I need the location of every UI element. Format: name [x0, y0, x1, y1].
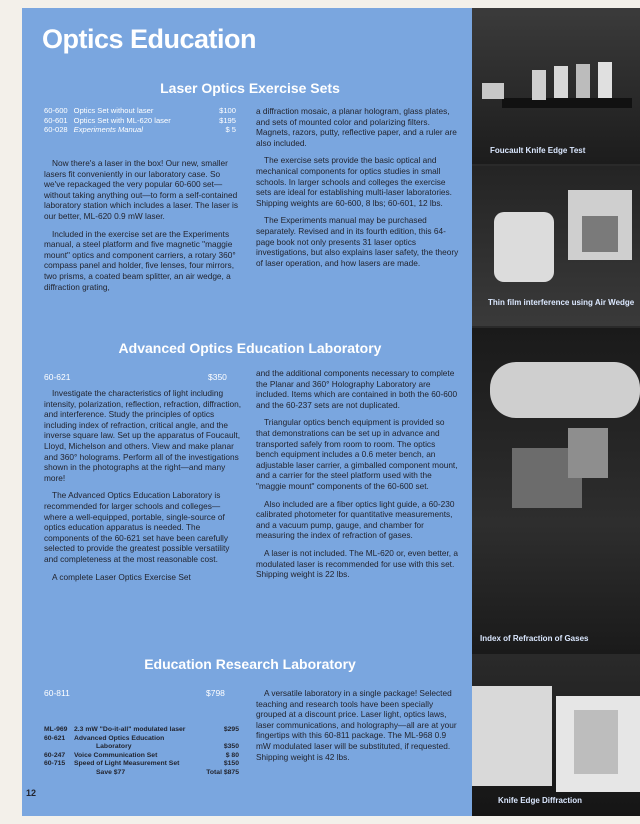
paragraph: Also included are a fiber optics light guide, a 60-230 calibrated photometer for quantitative measurements, and a vacuum pump, gauge, and chamber for measuring the index of refraction of gases.	[256, 498, 455, 541]
item-code: 60-811	[44, 688, 70, 698]
paragraph: Triangular optics bench equipment is provided so that demonstrations can be set up in advance and transported safely from room to room. The optics bench equipment includes a 0.6 meter bench, an adjustable laser carrier, a gimballed component mount, and a carrier for the steel platform used with the "maggie mount" components of the 60-600 set.	[256, 417, 458, 491]
list-desc: Speed of Light Measurement Set	[74, 760, 180, 768]
list-item	[44, 752, 239, 761]
total-amount: Total $875	[206, 768, 239, 776]
paragraph: and the additional components necessary to complete the Planar and 360° Holography Laboratory are included. Items which are contained in both the 60-600 and the 60-237 sets are not duplicated.	[256, 368, 458, 410]
paragraph: Included in the exercise set are the Experiments manual, a steel platform and five magnetic "maggie mount" optics and component carriers, a rotary 360° compass panel and holder, five lenses, four mirrors, two prisms, a coated beam splitter, an air wedge, a diffraction grating,	[44, 228, 236, 292]
list-code: 60-621	[44, 734, 66, 742]
paragraph: The exercise sets provide the basic optical and mechanical components for optics studies in small schools. In larger schools and colleges the exercise sets are ideal for establishing multi-laser laboratories. Shipping weights are 60-600, 8 lbs; 60-601, 12 lbs.	[256, 155, 452, 208]
paragraph: A laser is not included. The ML-620 or, even better, a modulated laser is recommended for use with this set. Shipping weight is 22 lbs.	[256, 547, 459, 580]
knife-edge-image	[472, 656, 640, 816]
price-row	[44, 116, 236, 126]
paragraph: The Advanced Optics Education Laboratory is recommended for larger schools and colleges—where a well-equipped, portable, single-source of optics education apparatus is needed. The components of the 60-621 set have been carefully selected to provide the greatest possible versatility and completeness at the most reasonable cost.	[44, 490, 230, 564]
paragraph: A versatile laboratory in a single package! Selected teaching and research tools have been specially grouped at a discount price. Laser light, optics laws, laser communications, and holography—all are at your fingertips with this 60-811 package. The ML-968 0.9 mW modulated laser will be substituted, if requested. Shipping weight is 42 lbs.	[256, 688, 457, 762]
foucault-apparatus-image	[472, 8, 640, 164]
item-code: 60-028	[44, 125, 68, 134]
list-desc: 2.3 mW "Do-it-all" modulated laser	[74, 726, 186, 733]
list-price: $295	[223, 726, 239, 733]
item-code: 60-601	[44, 115, 68, 125]
photo-caption: Thin film interference using Air Wedge	[488, 298, 635, 307]
item-price: $350	[208, 372, 227, 382]
price-row	[44, 106, 236, 116]
paragraph: The Experiments manual may be purchased separately. Revised and in its fourth edition, this 64-page book not only presents 31 laser optics investigations, but also explains laser safety, the theory of laser operation, and how lasers are made.	[256, 215, 459, 268]
list-desc: Laboratory	[96, 743, 132, 751]
price-row	[44, 125, 236, 135]
list-item	[44, 760, 239, 769]
list-desc: Voice Communication Set	[74, 751, 158, 759]
item-price: $195	[219, 115, 236, 125]
paragraph: A complete Laser Optics Exercise Set	[52, 571, 191, 582]
photo-index-refraction	[472, 328, 640, 654]
item-price: $100	[219, 106, 236, 115]
list-item	[44, 735, 239, 744]
item-code: 60-621	[44, 372, 71, 382]
list-code: 60-715	[44, 760, 66, 768]
photo-foucault	[472, 8, 640, 164]
section-heading-laser: Laser Optics Exercise Sets	[160, 80, 340, 96]
item-code: 60-600	[44, 106, 68, 115]
page-number: 12	[26, 788, 37, 798]
list-item	[44, 726, 239, 735]
list-desc: Advanced Optics Education	[74, 734, 165, 742]
laser-left-column	[44, 158, 242, 299]
research-component-list	[44, 726, 239, 778]
photo-caption: Foucault Knife Edge Test	[490, 146, 586, 155]
laser-right-column	[256, 106, 460, 275]
list-item	[44, 743, 239, 752]
photo-thin-film	[472, 166, 640, 326]
advanced-right-column	[256, 368, 460, 587]
photo-caption: Knife Edge Diffraction	[498, 796, 583, 805]
section-heading-advanced: Advanced Optics Education Laboratory	[118, 340, 382, 356]
laser-price-list	[44, 106, 236, 135]
save-amount: Save $77	[96, 768, 126, 776]
item-desc: Experiments Manual	[73, 125, 143, 134]
item-desc: Optics Set without laser	[73, 106, 154, 115]
gas-chamber-image	[472, 328, 640, 654]
item-price: $ 5	[225, 125, 236, 134]
paragraph: Investigate the characteristics of light including intensity, polarization, reflection, refraction, diffraction, and interference. Study the principles of optics including index of refraction, critical angle, and the inverse square law. Set up the apparatus of Foucault, Lloyd, Michelson and others. View and make planar and 360° holograms. Perform all of the investigations shown in the photographs at the right—and many more!	[44, 388, 242, 483]
list-totals	[44, 769, 239, 778]
photo-caption: Index of Refraction of Gases	[480, 634, 589, 643]
item-price: $798	[206, 688, 225, 698]
list-code	[44, 743, 96, 752]
list-price: $150	[223, 760, 239, 768]
advanced-left-column	[44, 388, 242, 589]
list-price: $350	[223, 743, 239, 751]
list-code: ML-969	[44, 726, 68, 733]
photo-knife-edge	[472, 656, 640, 816]
page-title: Optics Education	[42, 24, 257, 54]
list-price: $ 80	[225, 751, 239, 759]
list-code: 60-247	[44, 751, 66, 759]
paragraph: Now there's a laser in the box! Our new, smaller lasers fit conveniently in our laboratory case. So we've repackaged the very popular 60-600 set—without taking anything out—to form a self-contained laboratory station which includes a laser. The laser is our better, ML-620 0.9 mW laser.	[44, 158, 239, 221]
item-desc: Optics Set with ML-620 laser	[73, 115, 171, 125]
research-right-column	[256, 688, 460, 769]
paragraph: a diffraction mosaic, a planar hologram, glass plates, and sets of mounted color and polarizing filters. Magnets, razors, putty, reflective paper, and a ruler are also included.	[256, 106, 457, 148]
section-heading-research: Education Research Laboratory	[144, 656, 356, 672]
